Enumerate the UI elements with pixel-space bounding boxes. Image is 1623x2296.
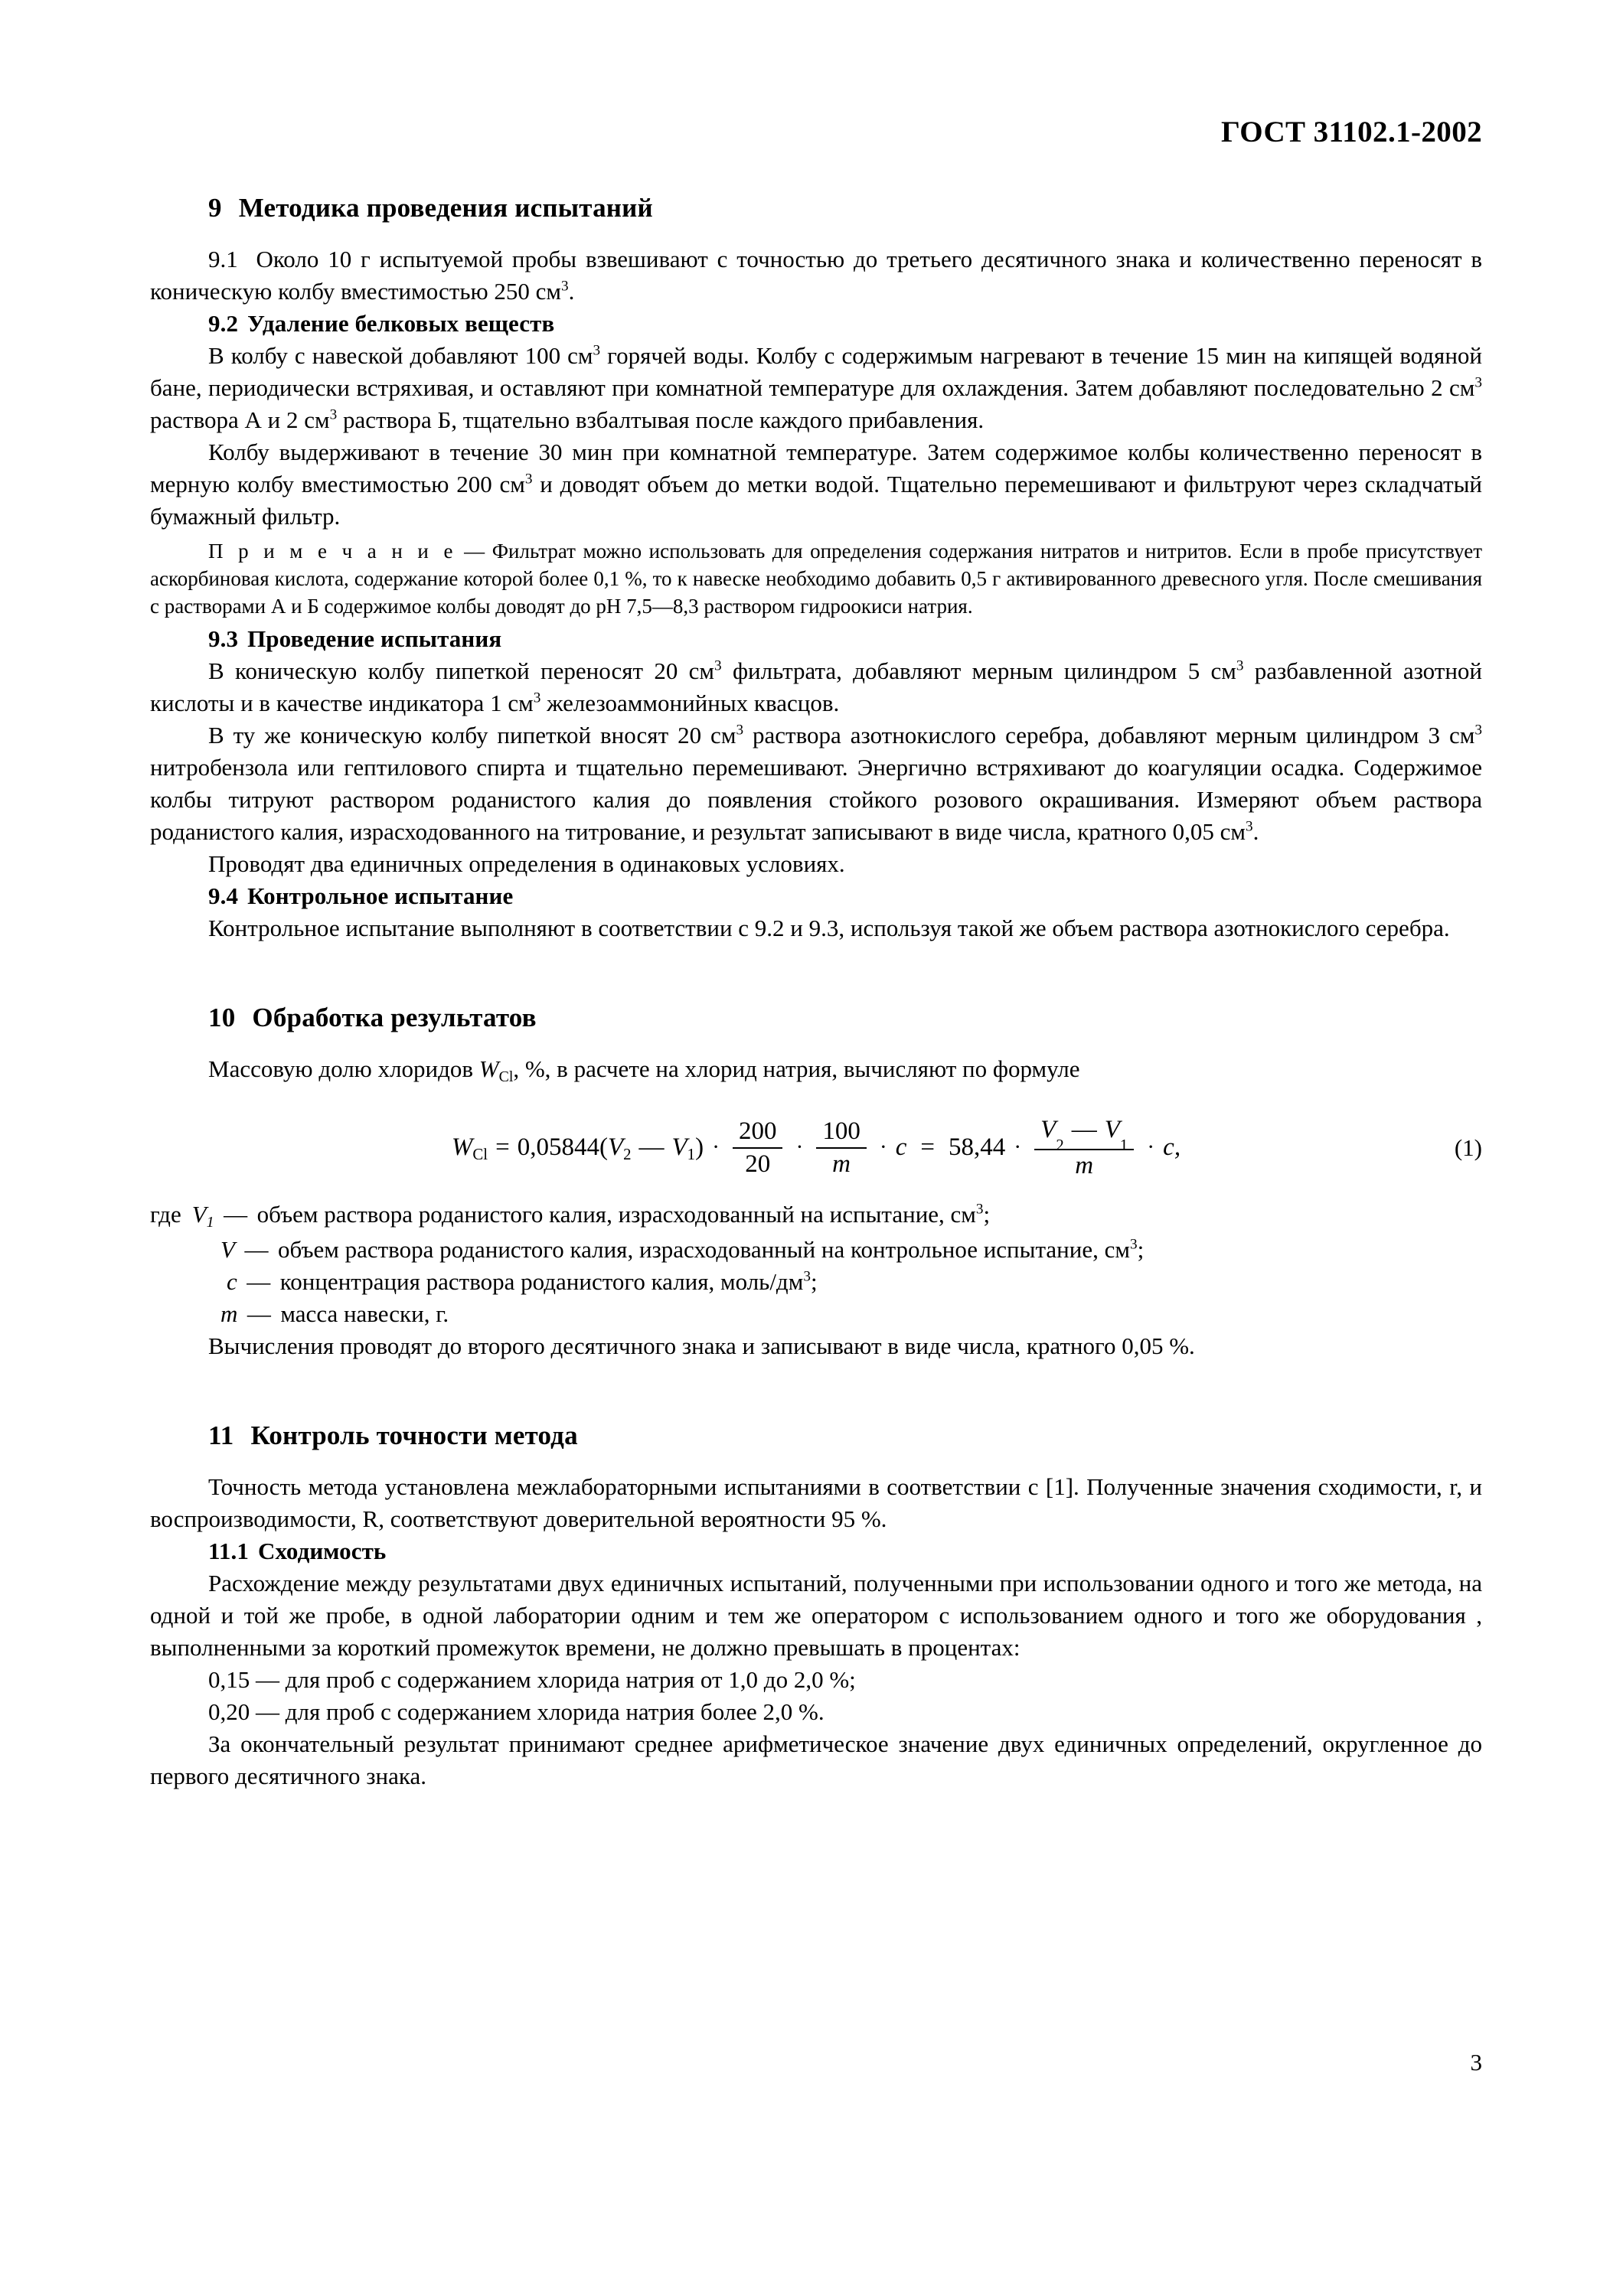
variable-definition-body: объем раствора роданистого калия, израсходованный на испытание, см xyxy=(256,1201,976,1228)
spacer-before-section-11 xyxy=(150,1362,1482,1420)
paragraph-9-2-b xyxy=(150,436,1482,533)
formula-paren-close: ) xyxy=(695,1133,704,1162)
page-number: 3 xyxy=(1470,2049,1482,2076)
section-heading-9-2 xyxy=(150,308,1482,340)
paragraph-9-2-a-sup1: 3 xyxy=(593,342,601,359)
formula-frac3-v2: V xyxy=(1040,1116,1056,1144)
formula-coefficient-1: 0,05844 xyxy=(517,1133,599,1162)
variable-dash: — xyxy=(244,1236,269,1263)
variable-symbol: c xyxy=(227,1268,237,1295)
formula-fraction-1-numerator: 200 xyxy=(733,1117,783,1149)
note-text: — Фильтрат можно использовать для определения содержания нитратов и нитритов. Если в пробе присутствует аскорбиновая кислота, содержание которой более 0,1 %, то к навеске необходимо добавить 0,5 г активированного древесного угля. После смешивания с растворами А и Б содержимое колбы доводят до рН 7,5—8,3 раствором гидроокиси натрия. xyxy=(150,540,1483,618)
variable-definition-body: концентрация раствора роданистого калия, моль/дм xyxy=(279,1268,804,1295)
paragraph-9-3-c: Проводят два единичных определения в одинаковых условиях. xyxy=(208,850,845,877)
section-9-title: Методика проведения испытаний xyxy=(238,193,653,223)
formula-dot-3: · xyxy=(879,1135,887,1160)
paragraph-9-3-a xyxy=(150,655,1482,719)
paragraph-9-1-text: Около 10 г испытуемой пробы взвешивают с точностью до третьего десятичного знака и количественно переносят в коническую колбу вместимостью 250 см xyxy=(150,246,1482,305)
paragraph-9-2-a-part4: раствора Б, тщательно взбалтывая после каждого прибавления. xyxy=(337,406,985,433)
variable-definition-body: объем раствора роданистого калия, израсходованный на контрольное испытание, см xyxy=(277,1236,1130,1263)
formula-fraction-3-denominator: m xyxy=(1075,1151,1094,1179)
formula-fraction-200-20 xyxy=(733,1117,783,1179)
formula-equals-2: = xyxy=(920,1133,936,1162)
section-heading-9-3 xyxy=(150,623,1482,655)
formula-fraction-2-numerator: 100 xyxy=(816,1117,867,1149)
formula-v2-subscript: 2 xyxy=(623,1145,632,1163)
paragraph-9-2-b-part2: и доводят объем до метки водой. Тщательно перемешивают и фильтруют через складчатый бумажный фильтр. xyxy=(150,471,1482,530)
paragraph-9-2-b-sup1: 3 xyxy=(524,471,533,488)
section-9-number: 9 xyxy=(208,193,222,223)
variable-definition-row xyxy=(150,1298,1482,1330)
section-9-2-number: 9.2 xyxy=(208,310,239,337)
formula-1-expression xyxy=(452,1116,1181,1180)
formula-dot-4: · xyxy=(1014,1135,1022,1160)
section-heading-9-4 xyxy=(150,880,1482,912)
formula-fraction-2-denominator: m xyxy=(832,1150,851,1178)
variable-definition-body: масса навески, г. xyxy=(280,1300,449,1327)
formula-dot-5: · xyxy=(1147,1135,1155,1160)
variable-w: W xyxy=(478,1055,499,1082)
variable-definition-superscript: 3 xyxy=(803,1268,811,1285)
formula-fraction-v2-v1-m xyxy=(1034,1116,1134,1180)
paragraph-9-4: Контрольное испытание выполняют в соответствии с 9.2 и 9.3, используя такой же объем раствора азотнокислого серебра. xyxy=(208,915,1450,941)
paragraph-9-2-a-sup3: 3 xyxy=(329,406,338,423)
paragraph-9-3-a-sup2: 3 xyxy=(1236,657,1244,674)
paragraph-9-1-number: 9.1 xyxy=(208,246,238,272)
paragraph-9-1 xyxy=(150,243,1482,308)
formula-frac3-v2-subscript: 2 xyxy=(1056,1136,1064,1154)
paragraph-9-3-a-sup1: 3 xyxy=(714,657,722,674)
paragraph-10-intro-part2: , %, в расчете на хлорид натрия, вычисляют по формуле xyxy=(513,1055,1080,1082)
section-9-3-title: Проведение испытания xyxy=(247,625,502,652)
section-9-2-title: Удаление белковых веществ xyxy=(247,310,555,337)
paragraph-9-3-b-part4: . xyxy=(1252,818,1259,845)
formula-v1-subscript: 1 xyxy=(687,1145,696,1163)
note-filtrate xyxy=(150,537,1482,620)
variable-symbol: V xyxy=(220,1236,235,1263)
formula-1 xyxy=(150,1111,1482,1185)
variable-definition-row xyxy=(150,1199,1482,1234)
formula-coefficient-2: 58,44 xyxy=(949,1133,1006,1162)
section-heading-10 xyxy=(150,1003,1482,1033)
paragraph-10-intro xyxy=(150,1053,1482,1088)
formula-equals-1: = xyxy=(495,1133,510,1162)
formula-dot-2: · xyxy=(795,1135,804,1160)
paragraph-11-1-final: За окончательный результат принимают среднее арифметическое значение двух единичных определений, округленное до первого десятичного знака. xyxy=(150,1730,1482,1789)
variable-definition-superscript: 3 xyxy=(1129,1236,1138,1253)
variable-symbol: V xyxy=(191,1201,207,1228)
paragraph-9-3-a-part1: В коническую колбу пипеткой переносят 20 см xyxy=(208,657,715,684)
section-heading-11-1 xyxy=(150,1535,1482,1567)
document-body xyxy=(150,193,1482,1792)
variable-definition-text xyxy=(257,1199,1482,1231)
paragraph-10-closing: Вычисления проводят до второго десятичного знака и записывают в виде числа, кратного 0,05 %. xyxy=(208,1332,1195,1359)
section-9-4-title: Контрольное испытание xyxy=(247,882,514,909)
formula-1-number: (1) xyxy=(1454,1134,1482,1161)
variable-definition-tail: ; xyxy=(983,1201,991,1228)
variable-definition-row xyxy=(150,1266,1482,1298)
section-heading-11 xyxy=(150,1420,1482,1451)
formula-c-1: c xyxy=(895,1133,907,1162)
section-9-4-number: 9.4 xyxy=(208,882,239,909)
paragraph-9-3-a-part3: разбавленной азотной кислоты и в качестве индикатора 1 см xyxy=(150,657,1482,716)
paragraph-9-3-a-part2: фильтрата, добавляют мерным цилиндром 5 см xyxy=(721,657,1236,684)
variable-dash: — xyxy=(224,1201,248,1228)
formula-paren-open: ( xyxy=(599,1133,608,1162)
formula-fraction-1-denominator: 20 xyxy=(745,1150,771,1178)
variable-definition-text xyxy=(278,1234,1482,1266)
formula-lhs-variable: W xyxy=(451,1133,473,1162)
variable-definition-text xyxy=(280,1266,1482,1298)
variable-symbol-subscript: 1 xyxy=(206,1214,214,1231)
paragraph-9-2-a-part1: В колбу с навеской добавляют 100 см xyxy=(208,342,593,369)
section-9-3-number: 9.3 xyxy=(208,625,239,652)
section-11-1-number: 11.1 xyxy=(208,1538,249,1564)
section-11-1-title: Сходимость xyxy=(257,1538,387,1564)
paragraph-9-2-a-part2: горячей воды. Колбу с содержимым нагревают в течение 15 мин на кипящей водяной бане, периодически встряхивая, и оставляют при комнатной температуре для охлаждения. Затем добавляют последовательно 2 см xyxy=(150,342,1482,401)
page-content xyxy=(150,0,1482,2296)
note-label: П р и м е ч а н и е xyxy=(208,540,457,563)
paragraph-9-3-b-part1: В ту же коническую колбу пипеткой вносят 20 см xyxy=(208,722,736,748)
paragraph-9-3-b-sup2: 3 xyxy=(1474,722,1482,739)
variable-definition-row xyxy=(150,1234,1482,1266)
paragraph-9-2-a-part3: раствора А и 2 см xyxy=(150,406,330,433)
paragraph-9-3-a-part4: железоаммонийных квасцов. xyxy=(540,690,840,716)
section-11-title: Контроль точности метода xyxy=(250,1420,578,1450)
variable-dash: — xyxy=(247,1300,271,1327)
paragraph-9-1-superscript: 3 xyxy=(561,278,569,295)
paragraph-11-1: Расхождение между результатами двух единичных испытаний, полученными при использовании одного и того же метода, на одной и той же пробе, в одной лаборатории одним и тем же оператором с использованием одного и того же оборудования , выполненными за короткий промежуток времени, не должно превышать в процентах: xyxy=(150,1570,1482,1661)
paragraph-9-3-a-sup3: 3 xyxy=(533,690,541,706)
paragraph-9-3-b-part3: нитробензола или гептилового спирта и тщательно перемешивают. Энергично встряхивают до коагуляции осадка. Содержимое колбы титруют раствором роданистого калия до появления стойкого розового окрашивания. Измеряют объем раствора роданистого калия, израсходованного на титрование, и результат записывают в виде числа, кратного 0,05 см xyxy=(150,754,1482,845)
variable-dash: — xyxy=(247,1268,271,1295)
formula-frac3-v1-subscript: 1 xyxy=(1119,1136,1128,1154)
formula-variable-definitions xyxy=(150,1199,1482,1330)
where-label: где xyxy=(150,1201,181,1228)
section-heading-9 xyxy=(150,193,1482,223)
spacer-before-section-10 xyxy=(150,944,1482,1003)
variable-definition-tail: ; xyxy=(1137,1236,1145,1263)
formula-dot-1: · xyxy=(712,1135,720,1160)
paragraph-9-3-b xyxy=(150,719,1482,848)
variable-definition-superscript: 3 xyxy=(975,1201,984,1218)
section-10-title: Обработка результатов xyxy=(252,1003,537,1032)
document-header-standard-code: ГОСТ 31102.1-2002 xyxy=(1221,116,1482,148)
section-10-number: 10 xyxy=(208,1003,236,1032)
paragraph-9-1-tail: . xyxy=(568,278,575,305)
paragraph-9-3-b-sup1: 3 xyxy=(736,722,744,739)
variable-w-subscript: Cl xyxy=(498,1068,514,1085)
variable-symbol: m xyxy=(220,1300,238,1327)
formula-minus-1: — xyxy=(638,1133,665,1162)
section-11-number: 11 xyxy=(208,1420,234,1450)
paragraph-9-3-b-part2: раствора азотнокислого серебра, добавляют мерным цилиндром 3 см xyxy=(743,722,1475,748)
paragraph-9-2-b-part1: Колбу выдерживают в течение 30 мин при комнатной температуре. Затем содержимое колбы количественно переносят в мерную колбу вместимостью 200 см xyxy=(150,439,1482,497)
formula-fraction-100-m xyxy=(816,1117,867,1179)
paragraph-10-intro-part1: Массовую долю хлоридов xyxy=(208,1055,479,1082)
variable-definition-text xyxy=(280,1298,1482,1330)
list-item-repeatability-1: 0,15 — для проб с содержанием хлорида натрия от 1,0 до 2,0 %; xyxy=(208,1666,856,1693)
formula-fraction-3-numerator xyxy=(1034,1116,1134,1154)
paragraph-9-2-a-sup2: 3 xyxy=(1474,374,1482,391)
formula-frac3-v1: V xyxy=(1104,1116,1120,1144)
list-item-repeatability-2: 0,20 — для проб с содержанием хлорида натрия более 2,0 %. xyxy=(208,1698,825,1725)
formula-lhs-subscript: Cl xyxy=(472,1145,488,1163)
formula-v1: V xyxy=(671,1133,687,1162)
paragraph-11-intro: Точность метода установлена межлабораторными испытаниями в соответствии с [1]. Полученные значения сходимости, r, и воспроизводимости, R, соответствуют доверительной вероятности 95 %. xyxy=(150,1473,1482,1532)
formula-frac3-minus: — xyxy=(1071,1116,1097,1144)
formula-v2: V xyxy=(607,1133,624,1162)
paragraph-9-3-b-sup3: 3 xyxy=(1245,818,1253,835)
variable-definition-tail: ; xyxy=(810,1268,818,1295)
paragraph-9-2-a xyxy=(150,340,1482,436)
formula-c-2: c, xyxy=(1163,1133,1181,1162)
